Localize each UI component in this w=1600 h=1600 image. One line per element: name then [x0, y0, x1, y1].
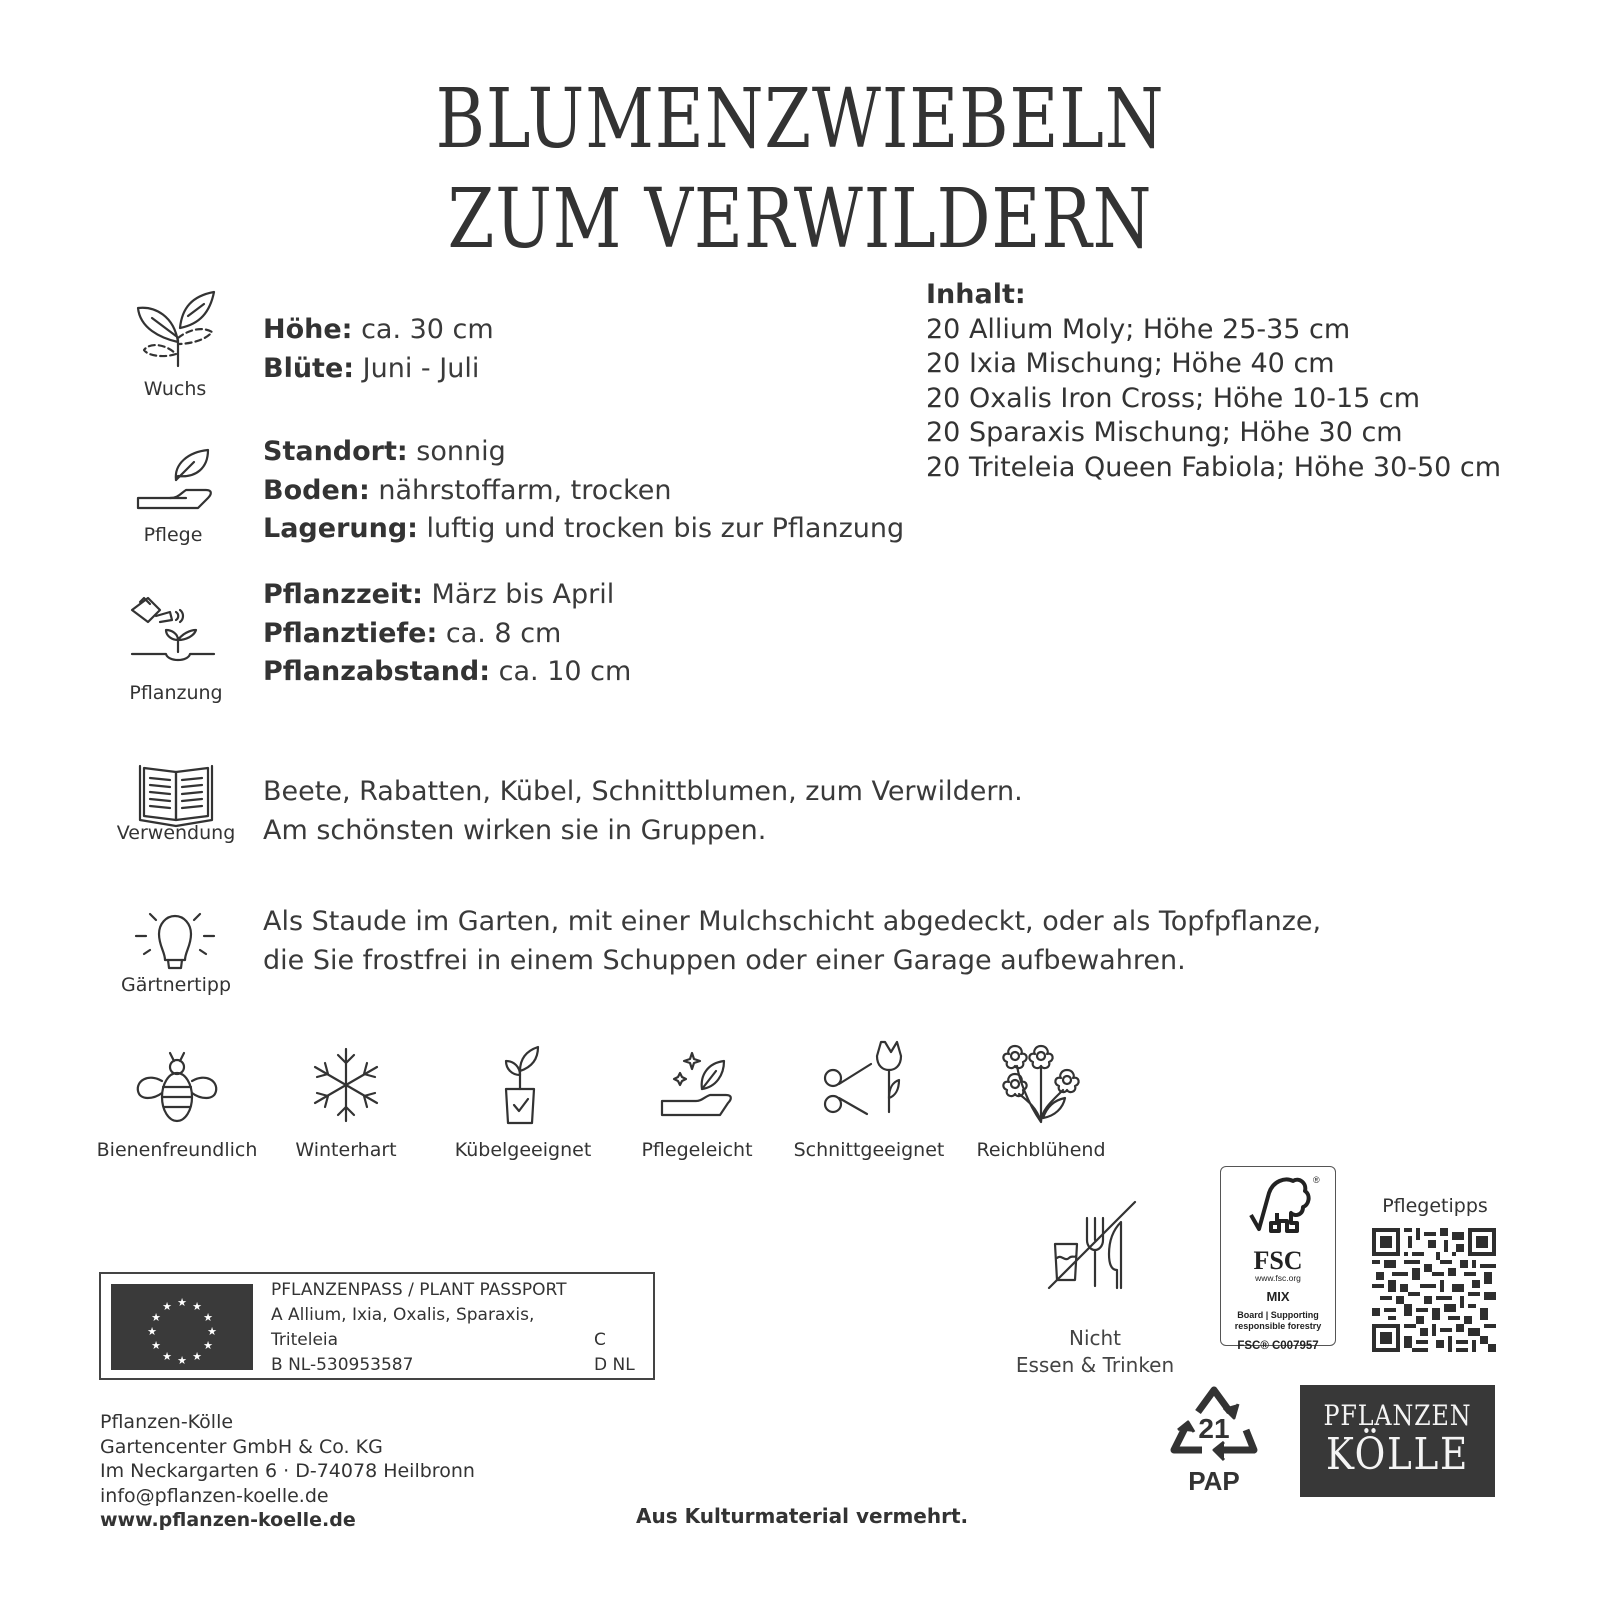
section-label-wuchs: Wuchs: [143, 378, 207, 400]
no-eating-warning: [1000, 1325, 1190, 1379]
info-row: Pflanzzeit: März bis April: [263, 579, 615, 610]
svg-text:★: ★: [203, 1339, 213, 1352]
feature-label: Schnittgeeignet: [793, 1139, 945, 1161]
recycling-symbol: [1168, 1384, 1260, 1496]
light-bulb-icon: [132, 908, 218, 976]
page-title: [144, 70, 1456, 270]
feature-winterhart: [261, 1045, 431, 1161]
svg-text:★: ★: [192, 1300, 202, 1313]
fsc-support: Board | Supporting responsible forestry: [1234, 1310, 1322, 1331]
passport-line-a2: Triteleia: [271, 1330, 339, 1350]
info-row: Blüte: Juni - Juli: [263, 352, 480, 384]
contents-item: 20 Oxalis Iron Cross; Höhe 10-15 cm: [926, 382, 1421, 414]
warning-line-2: Essen & Trinken: [1015, 1353, 1175, 1377]
svg-text:★: ★: [151, 1339, 161, 1352]
contents-heading: Inhalt:: [926, 279, 1026, 310]
recycling-triangle-icon: [1168, 1384, 1260, 1468]
svg-text:★: ★: [177, 1354, 187, 1367]
feature-reichbluehend: [956, 1038, 1126, 1161]
info-row: Pflanztiefe: ca. 8 cm: [263, 617, 562, 649]
watering-can-sprout-icon: [130, 596, 220, 668]
fsc-name: FSC: [1253, 1246, 1303, 1275]
feature-label: Reichblühend: [976, 1139, 1106, 1161]
eu-stars-icon: [111, 1284, 253, 1370]
hand-leaf-sparkle-icon: [652, 1045, 742, 1125]
company-name: Pflanzen-Kölle: [100, 1411, 234, 1433]
recycling-code: PAP: [1188, 1466, 1240, 1496]
qr-label: Pflegetipps: [1382, 1195, 1488, 1217]
svg-text:21: 21: [1198, 1413, 1230, 1444]
passport-line-a: A Allium, Ixia, Oxalis, Sparaxis,: [271, 1305, 535, 1325]
potted-plant-check-icon: [478, 1045, 568, 1125]
section-label-pflege: Pflege: [143, 524, 203, 546]
svg-text:★: ★: [192, 1350, 202, 1363]
company-legal: Gartencenter GmbH & Co. KG: [100, 1435, 383, 1458]
contents-item: 20 Triteleia Queen Fabiola; Höhe 30-50 cm: [926, 451, 1502, 483]
section-label-pflanzung: Pflanzung: [129, 682, 223, 704]
plant-passport: [99, 1272, 655, 1380]
info-row: Höhe: ca. 30 cm: [263, 314, 494, 345]
fsc-url: www.fsc.org: [1255, 1273, 1301, 1283]
passport-heading: PFLANZENPASS / PLANT PASSPORT: [271, 1280, 567, 1300]
info-line: die Sie frostfrei in einem Schuppen oder einer Garage aufbewahren.: [263, 944, 1186, 976]
fsc-mix: MIX: [1266, 1289, 1290, 1304]
svg-text:★: ★: [177, 1296, 187, 1309]
info-line: Beete, Rabatten, Kübel, Schnittblumen, zum Verwildern.: [263, 776, 1023, 807]
passport-text: [271, 1278, 566, 1378]
feature-pflegeleicht: [612, 1045, 782, 1161]
feature-label: Winterhart: [295, 1139, 397, 1161]
qr-code[interactable]: [1372, 1228, 1496, 1352]
bee-icon: [132, 1045, 222, 1125]
feature-bienenfreundlich: [92, 1045, 262, 1161]
info-line: Als Staude im Garten, mit einer Mulchschicht abgedeckt, oder als Topfpflanze,: [263, 906, 1322, 937]
eu-flag: [111, 1284, 253, 1370]
company-email[interactable]: info@pflanzen-koelle.de: [100, 1484, 329, 1507]
brand-logo: [1300, 1385, 1495, 1497]
svg-text:★: ★: [147, 1325, 157, 1338]
svg-text:★: ★: [207, 1325, 217, 1338]
hand-leaf-icon: [134, 446, 218, 516]
title-line-2: ZUM VERWILDERN: [447, 172, 1153, 267]
svg-text:★: ★: [151, 1311, 161, 1324]
section-pflanzung-info: [263, 576, 631, 692]
info-line: Am schönsten wirken sie in Gruppen.: [263, 814, 767, 846]
no-eating-drinking-icon: [1045, 1200, 1140, 1298]
fsc-code: FSC® C007957: [1237, 1340, 1319, 1352]
info-row: Lagerung: luftig und trocken bis zur Pflanzung: [263, 513, 905, 544]
fsc-label: [1220, 1166, 1336, 1352]
propagation-note: Aus Kulturmaterial vermehrt.: [636, 1504, 969, 1528]
logo-line-1: PFLANZEN: [1323, 1399, 1472, 1432]
feature-label: Bienenfreundlich: [96, 1139, 258, 1161]
warning-line-1: Nicht: [1068, 1326, 1122, 1350]
fsc-tree-check-icon: [1233, 1171, 1323, 1243]
section-wuchs-info: [263, 311, 494, 388]
company-address: [100, 1410, 475, 1533]
feature-kuebelgeeignet: [438, 1045, 608, 1161]
contents-item: 20 Allium Moly; Höhe 25-35 cm: [926, 313, 1351, 345]
info-row: Boden: nährstoffarm, trocken: [263, 474, 672, 506]
info-row: Standort: sonnig: [263, 436, 506, 467]
scissors-tulip-icon: [819, 1038, 919, 1125]
svg-text:®: ®: [1313, 1175, 1320, 1185]
passport-line-c: C: [594, 1330, 606, 1350]
section-label-gaertnertipp: Gärtnertipp: [120, 974, 232, 996]
feature-schnittgeeignet: [784, 1038, 954, 1161]
company-street: Im Neckargarten 6 · D-74078 Heilbronn: [100, 1460, 475, 1482]
feature-label: Kübelgeeignet: [454, 1139, 592, 1161]
info-row: Pflanzabstand: ca. 10 cm: [263, 656, 632, 687]
section-label-verwendung: Verwendung: [116, 822, 236, 844]
flower-bouquet-icon: [991, 1038, 1091, 1125]
section-pflege-info: [263, 433, 904, 549]
plant-growth-icon: [130, 288, 220, 368]
feature-label: Pflegeleicht: [641, 1139, 753, 1161]
contents-list: [926, 278, 1501, 485]
passport-cd: [594, 1328, 635, 1378]
passport-line-d: D NL: [594, 1355, 635, 1375]
snowflake-icon: [301, 1045, 391, 1125]
svg-text:★: ★: [162, 1350, 172, 1363]
svg-text:★: ★: [162, 1300, 172, 1313]
svg-text:★: ★: [203, 1311, 213, 1324]
section-gaertnertipp-info: [263, 903, 1321, 980]
section-verwendung-info: [263, 773, 1023, 850]
logo-line-2: KÖLLE: [1325, 1429, 1470, 1480]
title-line-1: BLUMENZWIEBELN: [435, 72, 1165, 167]
contents-item: 20 Sparaxis Mischung; Höhe 30 cm: [926, 417, 1403, 448]
passport-line-b: B NL-530953587: [271, 1355, 414, 1375]
company-website[interactable]: www.pflanzen-koelle.de: [100, 1509, 356, 1531]
open-book-icon: [138, 764, 214, 828]
contents-item: 20 Ixia Mischung; Höhe 40 cm: [926, 348, 1335, 379]
